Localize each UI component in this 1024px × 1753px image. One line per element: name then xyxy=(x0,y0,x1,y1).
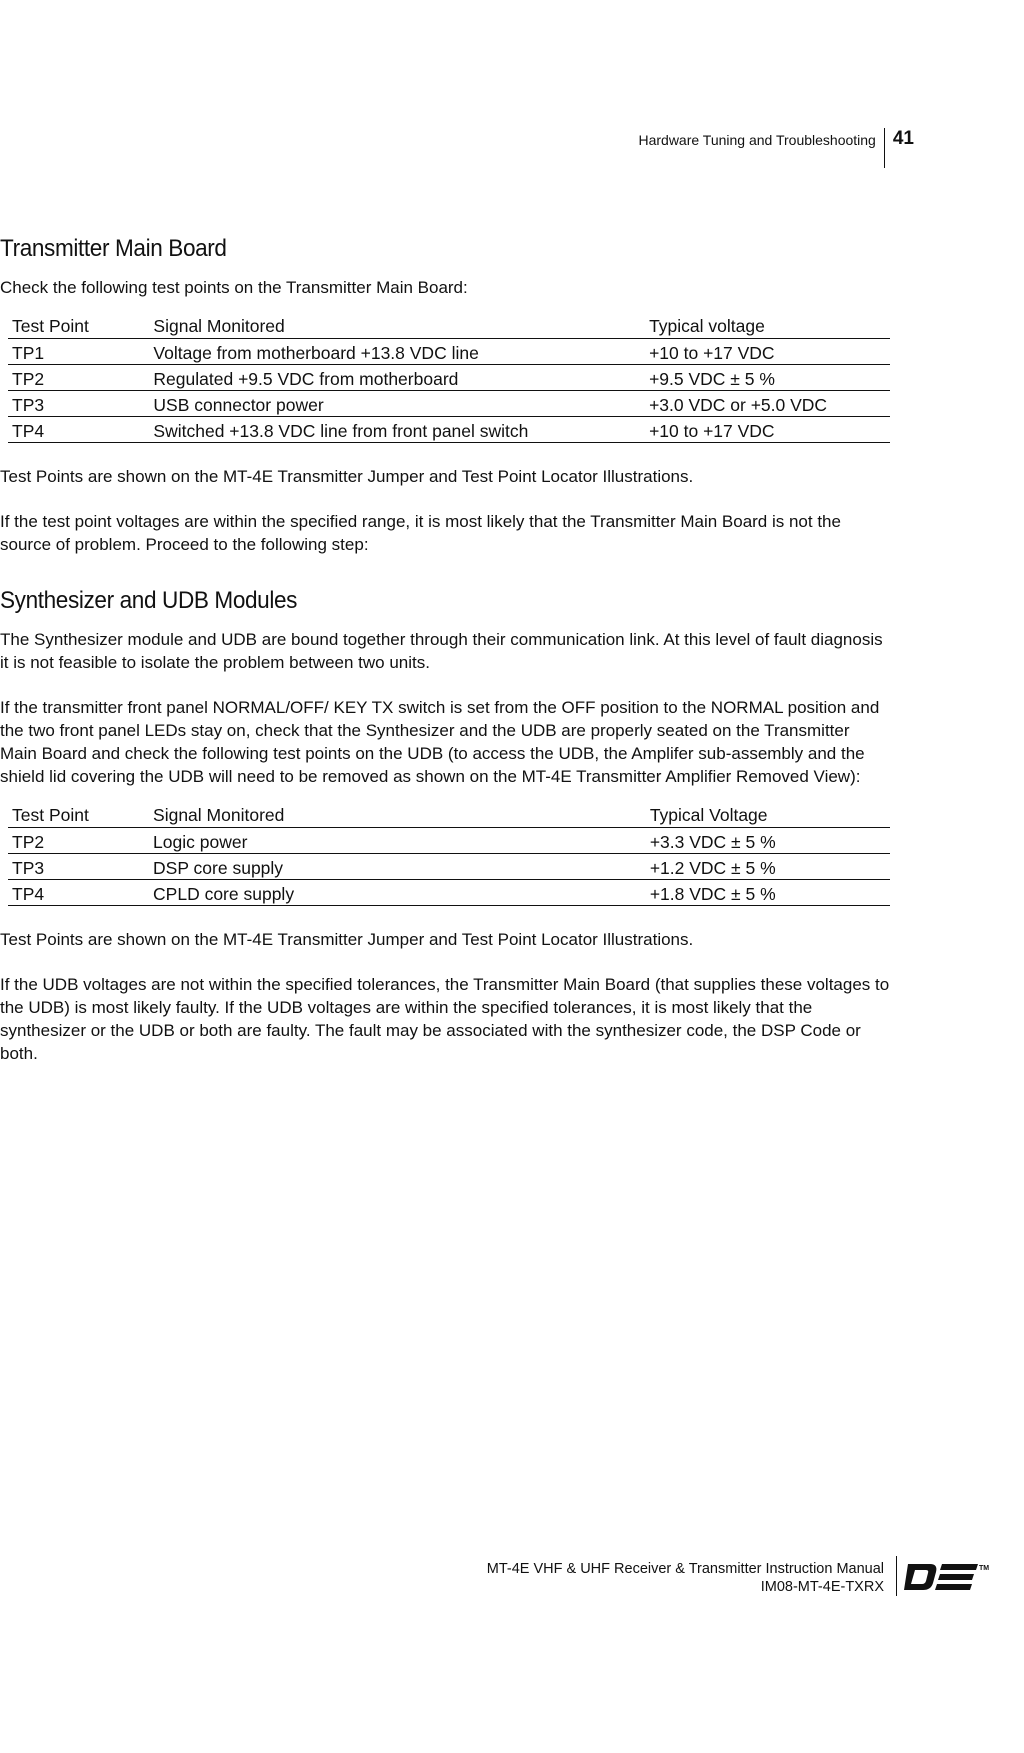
header-divider xyxy=(884,128,885,168)
section-heading-transmitter-main-board: Transmitter Main Board xyxy=(0,235,227,262)
transmitter-test-point-table xyxy=(8,311,890,443)
table-cell: TP3 xyxy=(8,854,149,880)
footer-doc-id: IM08-MT-4E-TXRX xyxy=(760,1579,884,1595)
section-heading-synthesizer-udb: Synthesizer and UDB Modules xyxy=(0,587,298,614)
table-cell: +10 to +17 VDC xyxy=(645,339,890,365)
section1-note: Test Points are shown on the MT-4E Transmitter Jumper and Test Point Locator Illustrations. xyxy=(0,467,694,486)
table-cell: +10 to +17 VDC xyxy=(645,417,890,443)
column-header: Test Point xyxy=(8,311,149,339)
table-row xyxy=(8,880,890,906)
table-row xyxy=(8,339,890,365)
table-cell: TP4 xyxy=(8,880,149,906)
section1-intro: Check the following test points on the Transmitter Main Board: xyxy=(0,278,468,297)
table-cell: DSP core supply xyxy=(149,854,646,880)
table-cell: TP1 xyxy=(8,339,149,365)
page-footer xyxy=(487,1560,884,1596)
table-cell: USB connector power xyxy=(149,391,645,417)
page-number: 41 xyxy=(892,128,914,149)
column-header: Typical Voltage xyxy=(646,800,890,828)
table-header-row xyxy=(8,800,890,828)
table-cell: TP2 xyxy=(8,828,149,854)
table-row xyxy=(8,854,890,880)
section1-conclusion: If the test point voltages are within the specified range, it is most likely that the Transmitter Main Board is not the source of problem. Proceed to the following step: xyxy=(0,512,841,554)
company-logo xyxy=(904,1562,988,1597)
table-cell: Voltage from motherboard +13.8 VDC line xyxy=(149,339,645,365)
section2-note: Test Points are shown on the MT-4E Transmitter Jumper and Test Point Locator Illustrations. xyxy=(0,930,694,949)
table-cell: +9.5 VDC ± 5 % xyxy=(645,365,890,391)
column-header: Signal Monitored xyxy=(149,800,646,828)
section2-conclusion: If the UDB voltages are not within the specified tolerances, the Transmitter Main Board (that supplies these voltages to the UDB) is most likely faulty. If the UDB voltages are within the specified tolerances, it is most likely that the synthesizer or the UDB or both are faulty. The fault may be associated with the synthesizer code, the DSP Code or both. xyxy=(0,975,890,1063)
column-header: Typical voltage xyxy=(645,311,890,339)
table-cell: CPLD core supply xyxy=(149,880,646,906)
table-header-row xyxy=(8,311,890,339)
table-cell: TP4 xyxy=(8,417,149,443)
udb-test-point-table xyxy=(8,800,890,906)
page-header xyxy=(638,128,914,170)
table-cell: Logic power xyxy=(149,828,646,854)
column-header: Test Point xyxy=(8,800,149,828)
table-row xyxy=(8,365,890,391)
trademark-symbol: TM xyxy=(979,1565,990,1572)
company-logo-icon xyxy=(904,1562,988,1592)
table-cell: +3.0 VDC or +5.0 VDC xyxy=(645,391,890,417)
footer-divider xyxy=(896,1556,897,1596)
page-content xyxy=(0,234,890,1087)
table-row xyxy=(8,417,890,443)
table-cell: +1.8 VDC ± 5 % xyxy=(646,880,890,906)
table-cell: +1.2 VDC ± 5 % xyxy=(646,854,890,880)
column-header: Signal Monitored xyxy=(149,311,645,339)
table-cell: TP3 xyxy=(8,391,149,417)
header-section-title: Hardware Tuning and Troubleshooting xyxy=(638,132,876,148)
table-cell: Regulated +9.5 VDC from motherboard xyxy=(149,365,645,391)
footer-manual-title: MT-4E VHF & UHF Receiver & Transmitter Instruction Manual xyxy=(486,1561,884,1577)
table-cell: +3.3 VDC ± 5 % xyxy=(646,828,890,854)
table-row xyxy=(8,828,890,854)
table-cell: TP2 xyxy=(8,365,149,391)
table-cell: Switched +13.8 VDC line from front panel switch xyxy=(149,417,645,443)
section2-para2: If the transmitter front panel NORMAL/OFF/ KEY TX switch is set from the OFF position to the NORMAL position and the two front panel LEDs stay on, check that the Synthesizer and the UDB are properly seated on the Transmitter Main Board and check the following test points on the UDB (to access the UDB, the Amplifer sub-assembly and the shield lid covering the UDB will need to be removed as shown on the MT-4E Transmitter Amplifier Removed View): xyxy=(0,698,880,786)
table-row xyxy=(8,391,890,417)
section2-para1: The Synthesizer module and UDB are bound together through their communication link. At this level of fault diagnosis it is not feasible to isolate the problem between two units. xyxy=(0,630,883,672)
